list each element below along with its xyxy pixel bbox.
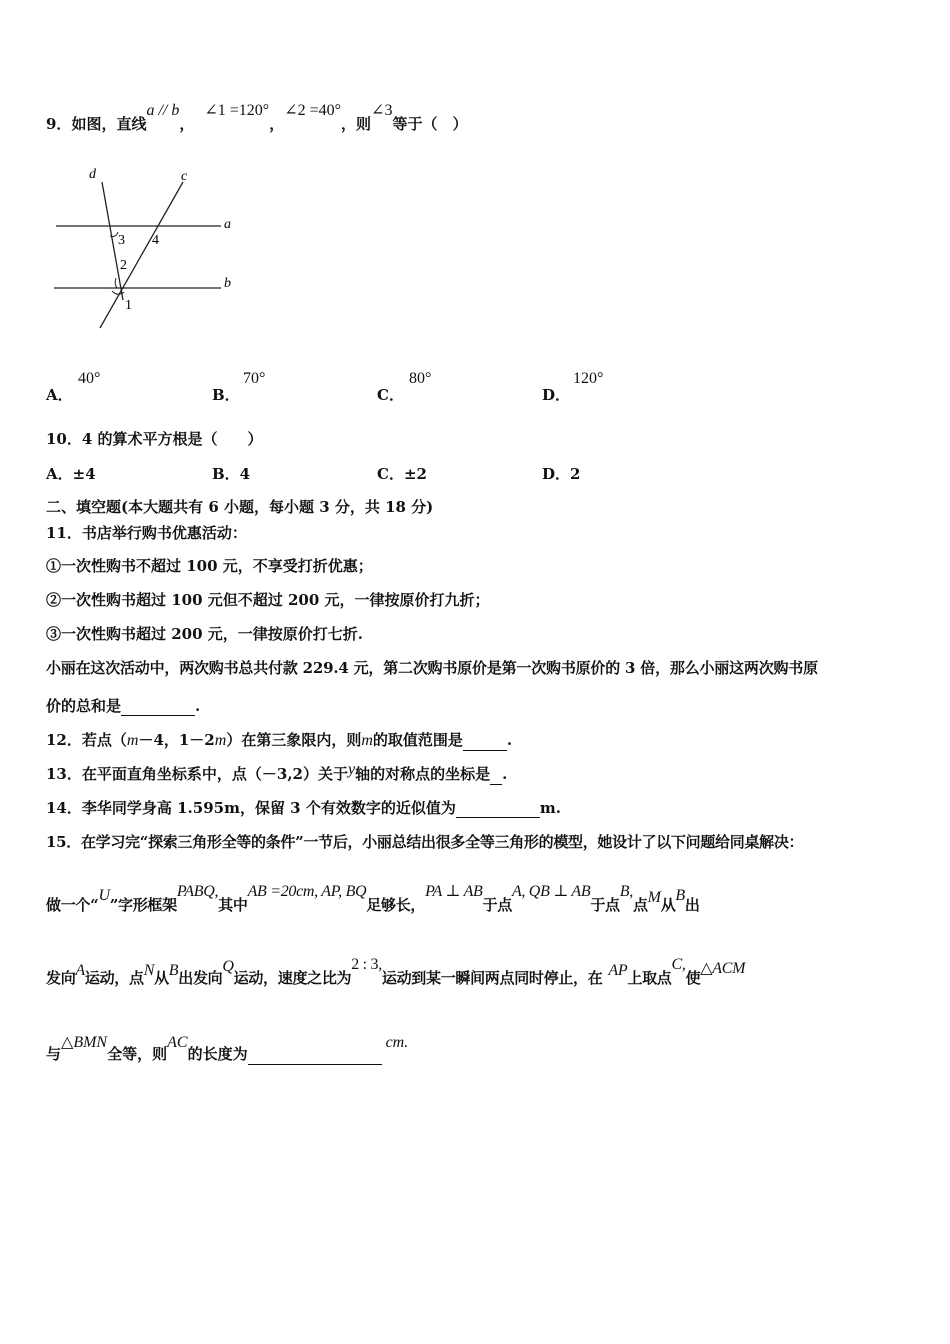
math-y: y — [347, 761, 356, 778]
stem-text: 从 — [154, 969, 169, 987]
option-a-letter: A． — [46, 386, 73, 404]
math-b: B, — [619, 883, 633, 900]
math-c: C, — [671, 956, 686, 973]
question-11-paragraph: 小丽在这次活动中，两次购书总共付款 229.4 元，第二次购书原价是第一次购书原价的 3 倍，那么小丽这两次购书原 — [46, 659, 818, 677]
stem-text: ，则 — [341, 115, 372, 133]
question-11-rule-1: ①一次性购书不超过 100 元，不享受打折优惠； — [46, 557, 373, 575]
question-10-stem: 10．4 的算术平方根是（ ） — [46, 430, 263, 448]
math-q: Q — [222, 958, 234, 975]
answer-blank[interactable] — [490, 768, 502, 785]
math-b: B — [168, 962, 179, 979]
math-angle-2: ∠2 =40° — [284, 102, 342, 119]
math-parallel: a // b — [146, 102, 180, 119]
line-c — [100, 182, 183, 328]
stem-text: 价的总和是 — [46, 697, 122, 715]
question-11-rule-2: ②一次性购书超过 100 元但不超过 200 元，一律按原价打九折； — [46, 591, 490, 609]
stem-text: 上取点 — [627, 969, 672, 987]
option-c-value: 80° — [409, 370, 432, 387]
stem-text: . — [502, 765, 508, 783]
math-n: N — [143, 962, 155, 979]
stem-text: 如图，直线 — [71, 115, 147, 133]
label-1: 1 — [125, 298, 132, 313]
stem-text: 运动到某一瞬间两点同时停止，在 — [381, 969, 603, 987]
stem-text: m. — [539, 799, 561, 817]
option-a: A．±4 — [46, 465, 96, 483]
stem-text: 14．李华同学身高 1.595m，保留 3 个有效数字的近似值为 — [46, 799, 456, 817]
stem-text: . — [195, 697, 201, 715]
question-11-stem: 11．书店举行购书优惠活动： — [46, 524, 247, 542]
question-number: 9． — [46, 115, 72, 133]
stem-text: 与 — [46, 1045, 62, 1063]
stem-text: 点 — [632, 896, 648, 914]
stem-text: 使 — [685, 969, 701, 987]
option-b-value: 70° — [243, 370, 266, 387]
math-ap: AP — [608, 962, 628, 979]
math-m: M — [647, 889, 661, 906]
option-c: C．±2 — [377, 465, 427, 483]
question-13-stem — [46, 761, 508, 785]
math-m: m — [361, 732, 373, 749]
label-c: c — [181, 169, 188, 184]
option-d-value: 120° — [573, 370, 604, 387]
math-u: U — [98, 887, 110, 904]
question-11-rule-3: ③一次性购书超过 200 元，一律按原价打七折. — [46, 625, 363, 643]
question-15-line-3 — [46, 1034, 409, 1065]
math-m: m — [126, 732, 139, 749]
math-cm: cm. — [385, 1034, 409, 1051]
stem-text: 的长度为 — [187, 1045, 248, 1063]
parallel-lines-figure — [46, 160, 246, 340]
stem-text: 于点 — [590, 896, 620, 914]
math-b: B — [675, 887, 685, 904]
stem-text: 轴的对称点的坐标是 — [355, 765, 491, 783]
question-15-line-1 — [46, 883, 700, 916]
section-heading: 二、填空题(本大题共有 6 小题，每小题 3 分，共 18 分) — [46, 498, 434, 516]
option-d-letter: D． — [542, 386, 571, 404]
question-15-stem: 15．在学习完“探索三角形全等的条件”一节后，小丽总结出很多全等三角形的模型，她设计了以下问题给同桌解决： — [46, 833, 804, 851]
math-m: m — [214, 732, 227, 749]
stem-text: ， — [269, 115, 285, 133]
stem-text: 等于（ ） — [392, 115, 468, 133]
stem-text: ， — [179, 115, 195, 133]
option-d: D．2 — [542, 465, 581, 483]
math-angle-3: ∠3 — [371, 102, 393, 119]
math-triangle-bmn: △BMN — [61, 1034, 108, 1051]
answer-blank[interactable] — [456, 801, 540, 818]
stem-text: 13．在平面直角坐标系中，点（－3,2）关于 — [46, 765, 348, 783]
stem-text: 运动，点 — [84, 969, 144, 987]
label-b: b — [224, 276, 231, 291]
stem-text: 于点 — [482, 896, 512, 914]
math-a: A — [75, 962, 85, 979]
math-triangle-acm: △ACM — [700, 960, 746, 977]
stem-text: 出发向 — [178, 969, 223, 987]
label-2: 2 — [120, 258, 127, 273]
angle-2-arc — [115, 278, 117, 288]
stem-text: 全等，则 — [107, 1045, 168, 1063]
option-b-letter: B． — [212, 386, 240, 404]
stem-text: 做一个“ — [46, 896, 99, 914]
question-12-stem — [46, 730, 512, 751]
stem-text: －4，1－2 — [138, 731, 215, 749]
math-angle-1: ∠1 =120° — [204, 102, 270, 119]
label-4: 4 — [152, 233, 159, 248]
stem-text: ”字形框架 — [109, 896, 177, 914]
option-a-value: 40° — [78, 370, 101, 387]
stem-text: . — [506, 731, 513, 749]
math-ab-length: AB =20cm, AP, BQ — [247, 883, 367, 900]
stem-text: 出 — [684, 896, 700, 914]
stem-text: 运动，速度之比为 — [233, 969, 352, 987]
stem-text: 从 — [660, 896, 676, 914]
stem-text: 发向 — [46, 969, 76, 987]
math-ratio: 2 : 3, — [351, 956, 382, 973]
answer-blank[interactable] — [248, 1048, 382, 1065]
answer-blank[interactable] — [463, 734, 507, 751]
stem-text: 其中 — [218, 896, 248, 914]
label-3: 3 — [118, 233, 125, 248]
label-a: a — [224, 217, 231, 232]
math-pa-perp-ab: PA ⊥ AB — [425, 883, 483, 900]
stem-text: ）在第三象限内，则 — [226, 731, 362, 749]
math-ac: AC — [167, 1034, 188, 1051]
stem-text: 的取值范围是 — [372, 731, 463, 749]
label-d: d — [89, 167, 96, 182]
question-14-stem — [46, 798, 561, 818]
math-qb-perp-ab: A, QB ⊥ AB — [511, 883, 591, 900]
answer-blank[interactable] — [121, 699, 195, 716]
question-15-line-2 — [46, 956, 746, 989]
question-11-answer-line — [46, 696, 200, 716]
stem-text: 足够长， — [366, 896, 426, 914]
option-c-letter: C． — [377, 386, 404, 404]
question-9-stem — [46, 102, 468, 135]
option-b: B．4 — [212, 465, 251, 483]
math-pabq: PABQ, — [176, 883, 219, 900]
stem-text: 12．若点（ — [46, 731, 127, 749]
